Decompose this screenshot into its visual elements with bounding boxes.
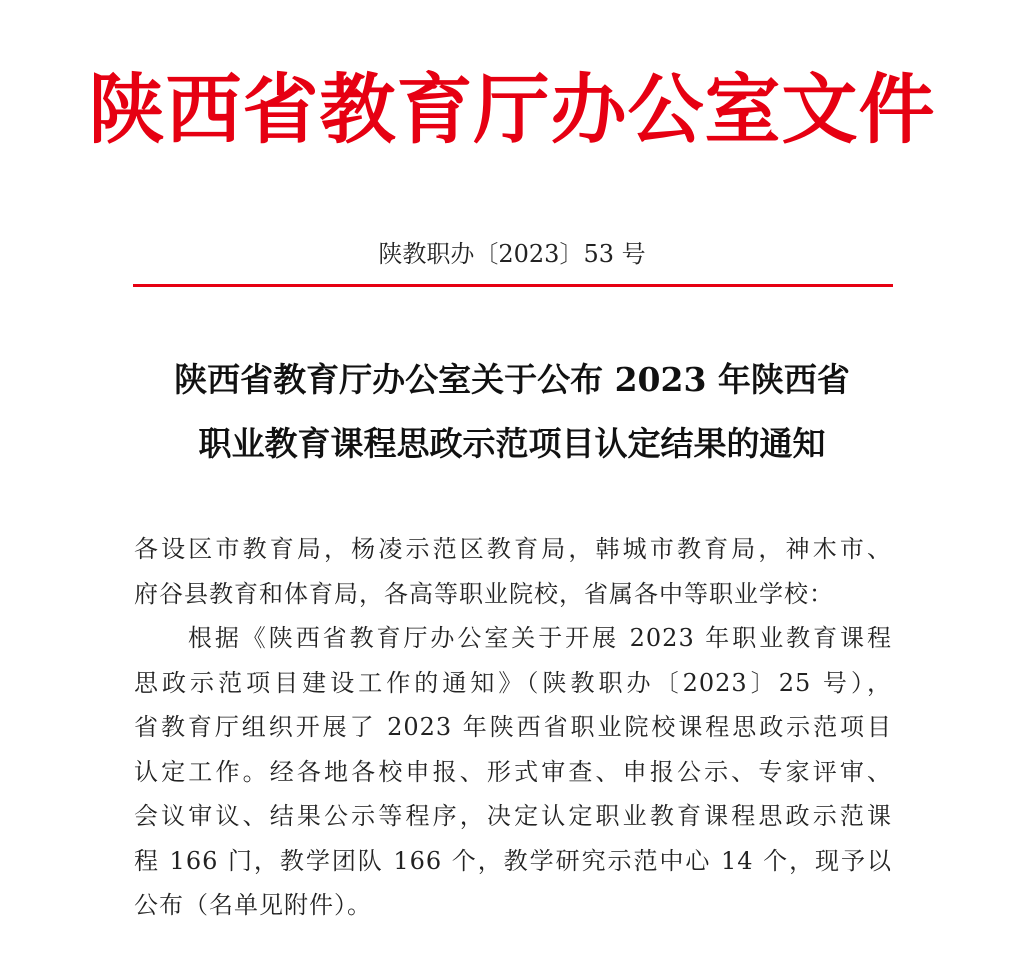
body-line: 各设区市教育局，杨凌示范区教育局，韩城市教育局，神木市、 <box>134 535 892 563</box>
body-line: 思政示范项目建设工作的通知》（陕教职办〔2023〕25 号）， <box>134 668 892 697</box>
body-line: 认定工作。经各地各校申报、形式审查、申报公示、专家评审、 <box>134 757 892 786</box>
body-line: 会议审议、结果公示等程序，决定认定职业教育课程思政示范课 <box>134 802 892 830</box>
body-line: 府谷县教育和体育局，各高等职业院校，省属各中等职业学校： <box>134 579 834 608</box>
body-line: 省教育厅组织开展了 2023 年陕西省职业院校课程思政示范项目 <box>134 713 892 741</box>
notice-title-line: 陕西省教育厅办公室关于公布 2023 年陕西省 <box>174 360 850 399</box>
body-line: 公布（名单见附件）。 <box>134 891 372 919</box>
body-line: 根据《陕西省教育厅办公室关于开展 2023 年职业教育课程 <box>134 624 892 652</box>
notice-title <box>0 348 1024 476</box>
document-number: 陕教职办〔2023〕53 号 <box>378 240 646 268</box>
body-line: 程 166 门，教学团队 166 个，教学研究示范中心 14 个，现予以 <box>134 846 892 875</box>
red-divider-line <box>133 284 893 287</box>
notice-title-line: 职业教育课程思政示范项目认定结果的通知 <box>198 424 826 463</box>
document-header-title: 陕西省教育厅办公室文件 <box>88 65 936 154</box>
notice-body <box>134 527 892 928</box>
